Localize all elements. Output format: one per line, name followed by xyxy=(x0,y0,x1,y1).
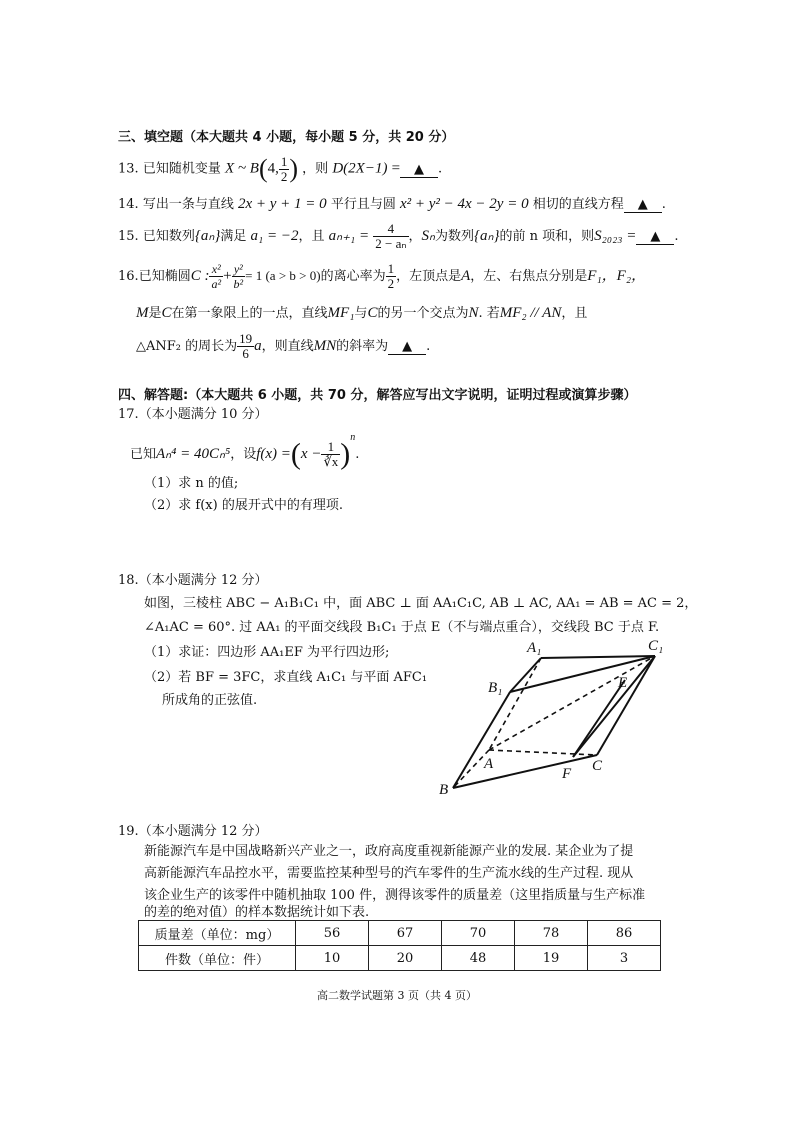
q13-eq: = xyxy=(391,160,401,177)
table-cell: 48 xyxy=(442,946,515,971)
q15-text-c: ，且 xyxy=(298,229,325,244)
q16-text: 已知椭圆 xyxy=(138,269,191,284)
q15-s2023: S₂₀₂₃ = xyxy=(594,228,637,244)
q14-text: 写出一条与直线 xyxy=(142,197,234,212)
table-row xyxy=(139,946,661,971)
q18-part-1: （1）求证：四边形 AA₁EF 为平行四边形; xyxy=(144,645,390,660)
edge-a1c1 xyxy=(541,656,655,658)
table-cell: 20 xyxy=(369,946,442,971)
table-row-label: 件数（单位：件） xyxy=(139,946,296,971)
q17-part-2: （2）求 f(x) 的展开式中的有理项. xyxy=(144,498,343,513)
q16-foci: F₁，F₂， xyxy=(587,268,647,284)
q16-number: 16. xyxy=(118,269,139,284)
q17-period: . xyxy=(355,447,360,462)
table-cell: 3 xyxy=(588,946,661,971)
label-f: F xyxy=(562,766,572,782)
label-e: E xyxy=(618,675,628,691)
label-c: C xyxy=(592,758,603,774)
q17-given-text: 已知 xyxy=(130,447,157,462)
page-footer: 高二数学试题第 3 页（共 4 页） xyxy=(317,989,477,1002)
q16-point-m: M xyxy=(136,305,149,321)
edge-c1f xyxy=(573,656,655,757)
q16-frac-y: $\frac{\text{y²}}{\text{b²}}$ xyxy=(233,262,244,291)
q19-data-table xyxy=(138,920,661,971)
section-4-heading: 四、解答题:（本大题共 6 小题，共 70 分，解答应写出文字说明，证明过程或演算步骤） xyxy=(118,388,637,403)
question-16-line-2 xyxy=(136,302,587,322)
q16-text-d: ，左、右焦点分别是 xyxy=(470,269,588,284)
edge-c1c xyxy=(597,656,655,755)
label-a1: A₁ xyxy=(527,640,542,656)
q13-expr: X ~ B xyxy=(224,160,259,177)
q13-number: 13. xyxy=(118,161,139,177)
q16-label: C : xyxy=(190,268,210,284)
label-b: B xyxy=(439,782,449,798)
q18-part-2a: （2）若 BF = 3FC，求直线 A₁C₁ 与平面 AFC₁ xyxy=(144,670,428,685)
q17-number: 17. xyxy=(118,407,139,422)
edge-b1b xyxy=(453,692,510,788)
q13-variance: D(2X−1) xyxy=(332,160,388,177)
q15-a1: a₁ = −2 xyxy=(250,228,299,244)
q13-fraction: $\frac{1}{2}$ xyxy=(280,153,288,184)
q14-answer-blank: ▲ xyxy=(624,197,662,213)
q13-text: 已知随机变量 xyxy=(142,161,221,177)
edge-ef xyxy=(573,680,625,757)
q16-l3-c: ，则直线 xyxy=(261,339,314,354)
q16-l2-l: ，且 xyxy=(561,306,588,321)
q14-line-eq: 2x + y + 1 = 0 xyxy=(237,196,327,212)
table-cell: 78 xyxy=(515,921,588,946)
q18-line-2: ∠A₁AC = 60°. 过 AA₁ 的平面交线段 B₁C₁ 于点 E（不与端点重合），交线段 BC 于点 F. xyxy=(144,620,660,635)
q16-parallel: MF₂ // AN xyxy=(499,305,562,321)
q16-point-n: N xyxy=(468,305,479,321)
q19-line-4: 的差的绝对值）的样本数据统计如下表. xyxy=(144,905,370,920)
q16-text-b: 的离心率为 xyxy=(320,269,386,284)
table-cell: 86 xyxy=(588,921,661,946)
question-13: 13. 已知随机变量 X ~ B(4, $\frac{1}{2}$ ) ，则 D(2X−1) = ▲ . xyxy=(118,153,443,184)
question-17-given: 已知Aₙ⁴ = 40Cₙ⁵，设f(x) =(x − $\frac{1}{∛x}$ )$^n$. xyxy=(130,432,360,471)
q15-seq2: {aₙ} xyxy=(474,228,500,244)
q19-number: 19. xyxy=(118,824,139,839)
q16-line-mf1: MF₁ xyxy=(327,305,355,321)
q15-number: 15. xyxy=(118,229,139,244)
table-cell: 70 xyxy=(442,921,515,946)
q16-l2-d: 在第一象限上的一点，直线 xyxy=(171,306,328,321)
question-16-line-3: △ANF₂ 的周长为 $\frac{19}{6}$ a，则直线MN的斜率为 ▲ . xyxy=(136,331,431,361)
q19-score: （本小题满分 12 分） xyxy=(138,824,268,839)
q19-line-1: 新能源汽车是中国战略新兴产业之一，政府高度重视新能源产业的发展. 某企业为了提 xyxy=(144,844,634,859)
table-cell: 67 xyxy=(369,921,442,946)
q17-fraction: $\frac{1}{∛x}$ xyxy=(323,439,339,469)
q16-curve-c: C xyxy=(161,305,172,321)
section-3-heading: 三、填空题（本大题共 4 小题，每小题 5 分，共 20 分） xyxy=(118,130,455,145)
q16-l2-b: 是 xyxy=(148,306,162,321)
edge-ac1-hidden xyxy=(489,656,655,750)
edge-bc xyxy=(453,755,597,788)
label-a: A xyxy=(484,756,494,772)
q16-frac-perimeter: $\frac{19}{6}$ xyxy=(239,331,253,361)
q13-answer-blank: ▲ xyxy=(400,162,438,178)
label-b1: B₁ xyxy=(488,680,503,696)
q18-number: 18. xyxy=(118,573,139,588)
q19-line-2: 高新能源汽车品控水平，需要监控某种型号的汽车零件的生产流水线的生产过程. 现从 xyxy=(144,866,634,881)
q15-text-f: 的前 n 项和，则 xyxy=(499,229,595,244)
question-14: 14. 写出一条与直线 2x + y + 1 = 0 平行且与圆 x² + y² − 4x − 2y = 0 相切的直线方程 ▲ . xyxy=(118,196,666,212)
edge-a1a-hidden xyxy=(489,658,541,750)
q16-text-c: ，左顶点是 xyxy=(396,269,462,284)
q18-line-1: 如图，三棱柱 ABC − A₁B₁C₁ 中，面 ABC ⊥ 面 AA₁C₁C, AB ⊥ AC, AA₁ = AB = AC = 2， xyxy=(144,596,698,611)
q16-l2-j: . 若 xyxy=(478,306,500,321)
label-c1: C₁ xyxy=(648,638,664,654)
q15-answer-blank: ▲ xyxy=(636,229,674,245)
q17-score: （本小题满分 10 分） xyxy=(138,407,268,422)
q15-fraction: $\frac{4}{\text{2 − aₙ}}$ xyxy=(375,221,407,251)
q16-line-mn: MN xyxy=(313,338,337,354)
q17-given-expr: Aₙ⁴ = 40Cₙ⁵ xyxy=(156,446,231,462)
table-cell: 19 xyxy=(515,946,588,971)
q13-text-b: ，则 xyxy=(302,161,329,177)
q15-sn: Sₙ xyxy=(421,228,436,244)
q15-text-e: 为数列 xyxy=(435,229,475,244)
q16-vertex: A xyxy=(461,268,471,284)
q18-score: （本小题满分 12 分） xyxy=(138,573,268,588)
q15-text-b: 满足 xyxy=(220,229,247,244)
q15-text-d: ， xyxy=(408,229,422,244)
q16-frac-x: $\frac{\text{x²}}{\text{a²}}$ xyxy=(211,262,222,291)
q17-exponent: n xyxy=(350,432,356,443)
q14-text-b: 平行且与圆 xyxy=(330,197,396,212)
q16-perimeter: △ANF₂ 的周长为 xyxy=(136,339,238,354)
q16-condition: = 1 (a > b > 0) xyxy=(245,268,321,283)
question-17-header xyxy=(118,403,268,422)
table-row-label: 质量差（单位：mg） xyxy=(139,921,296,946)
q17-part-1: （1）求 n 的值; xyxy=(144,476,239,491)
q16-l2-h: 的另一个交点为 xyxy=(377,306,469,321)
q13-param: 4 xyxy=(267,160,276,177)
q18-part-2b: 所成角的正弦值. xyxy=(162,693,258,708)
q16-l2-f: 与 xyxy=(354,306,368,321)
q16-l3-e: 的斜率为 xyxy=(336,339,389,354)
q16-eccentricity: $\frac{1}{2}$ xyxy=(387,261,395,291)
q17-given-b: ，设 xyxy=(230,447,257,462)
q14-text-c: 相切的直线方程 xyxy=(532,197,624,212)
edge-a1b1 xyxy=(510,658,541,692)
table-row xyxy=(139,921,661,946)
table-cell: 10 xyxy=(296,946,369,971)
q15-seq: {aₙ} xyxy=(194,228,221,244)
q16-curve-c2: C xyxy=(367,305,378,321)
q14-number: 14. xyxy=(118,197,139,212)
table-cell: 56 xyxy=(296,921,369,946)
question-19-header xyxy=(118,820,268,839)
prism-figure xyxy=(430,636,690,800)
q15-recurrence: aₙ₊₁ = xyxy=(328,228,370,244)
question-15: 15. 已知数列{aₙ}满足 a₁ = −2，且 aₙ₊₁ = $\frac{4}{\text{2 − aₙ}}$ ，Sₙ为数列{aₙ}的前 n 项和，则S₂₀₂₃ = ▲ . xyxy=(118,221,679,251)
question-16 xyxy=(118,262,646,291)
q15-text: 已知数列 xyxy=(142,229,195,244)
edge-ac-hidden xyxy=(489,750,597,755)
q16-a: a xyxy=(254,338,262,354)
q16-plus: + xyxy=(223,268,232,284)
q14-circle-eq: x² + y² − 4x − 2y = 0 xyxy=(399,196,529,212)
q17-fx: f(x) = xyxy=(256,446,291,462)
q16-answer-blank: ▲ xyxy=(388,339,426,355)
q19-line-3: 该企业生产的该零件中随机抽取 100 件，测得该零件的质量差（这里指质量与生产标准 xyxy=(144,888,646,903)
q17-paren-expr: x − xyxy=(300,446,322,462)
question-18-header xyxy=(118,569,268,588)
